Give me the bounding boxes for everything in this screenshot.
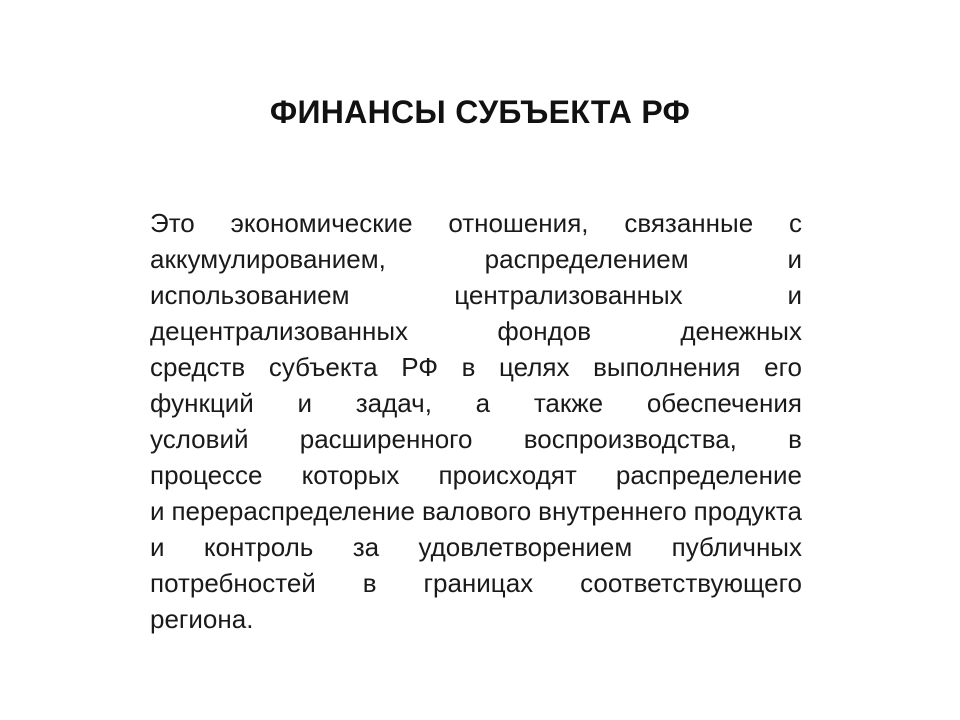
paragraph-word: расширенного: [299, 424, 473, 454]
paragraph-word: которых: [301, 460, 400, 490]
paragraph-word: публичных: [671, 532, 802, 562]
paragraph-word: экономические: [230, 208, 413, 238]
paragraph-word: средств: [150, 352, 246, 382]
paragraph-line: [150, 385, 802, 421]
paragraph-word: использованием: [150, 280, 350, 310]
paragraph-word: в: [788, 424, 802, 454]
paragraph-word: и: [787, 244, 802, 274]
paragraph-word: задач,: [355, 388, 432, 418]
paragraph-word: и: [297, 388, 313, 418]
paragraph-word: РФ: [401, 352, 439, 382]
paragraph-word: денежных: [680, 316, 802, 346]
paragraph-line: [150, 493, 802, 529]
paragraph-line: [150, 241, 802, 277]
paragraph-word: связанные: [624, 208, 754, 238]
paragraph-word: с: [788, 208, 802, 238]
paragraph-word: процессе: [150, 460, 263, 490]
paragraph-word: децентрализованных: [150, 316, 409, 346]
paragraph-word: происходят: [438, 460, 577, 490]
paragraph-word: функций: [150, 388, 254, 418]
paragraph-line: [150, 457, 802, 493]
paragraph-word: потребностей: [150, 568, 316, 598]
paragraph-word: субъекта: [268, 352, 378, 382]
paragraph-word: и: [150, 496, 165, 526]
paragraph-line: [150, 313, 802, 349]
paragraph-line: [150, 277, 802, 313]
paragraph-line: региона.: [150, 604, 254, 634]
paragraph-line: [150, 205, 802, 241]
paragraph-line: [150, 421, 802, 457]
paragraph-line: [150, 565, 802, 601]
paragraph-word: фондов: [497, 316, 592, 346]
paragraph-word: продукта: [693, 496, 802, 526]
paragraph-word: в: [362, 568, 377, 598]
paragraph-word: и: [150, 532, 165, 562]
paragraph-word: за: [352, 532, 380, 562]
paragraph-word: централизованных: [454, 280, 683, 310]
paragraph-line: [150, 349, 802, 385]
paragraph-word: валового: [421, 496, 532, 526]
paragraph-word: распределение: [615, 460, 802, 490]
definition-paragraph: [150, 205, 802, 637]
paragraph-word: целях: [499, 352, 570, 382]
paragraph-word: соответствующего: [580, 568, 802, 598]
paragraph-line: [150, 529, 802, 565]
paragraph-word: воспроизводства,: [523, 424, 737, 454]
paragraph-word: аккумулированием,: [150, 244, 386, 274]
paragraph-word: выполнения: [593, 352, 741, 382]
paragraph-word: границах: [423, 568, 534, 598]
paragraph-word: перераспределение: [171, 496, 416, 526]
paragraph-word: условий: [150, 424, 249, 454]
paragraph-word: обеспечения: [646, 388, 802, 418]
paragraph-word: в: [461, 352, 476, 382]
paragraph-word: удовлетворением: [418, 532, 633, 562]
paragraph-word: также: [533, 388, 604, 418]
paragraph-word: внутреннего: [538, 496, 687, 526]
paragraph-word: его: [764, 352, 802, 382]
paragraph-word: и: [787, 280, 802, 310]
paragraph-word: Это: [150, 208, 195, 238]
paragraph-word: контроль: [203, 532, 314, 562]
slide-title: ФИНАНСЫ СУБЪЕКТА РФ: [269, 94, 691, 130]
paragraph-word: распределением: [484, 244, 689, 274]
paragraph-word: а: [475, 388, 491, 418]
paragraph-word: отношения,: [448, 208, 589, 238]
